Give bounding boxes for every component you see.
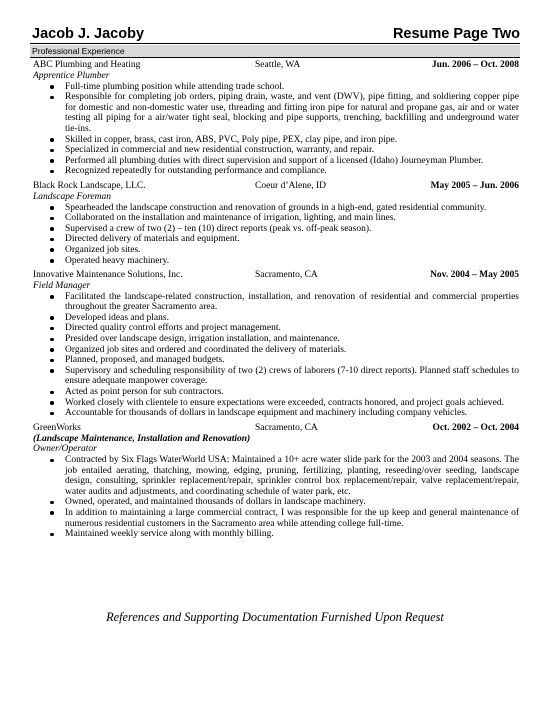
- job-role: Landscape Foreman: [33, 191, 112, 202]
- job-header-row: [33, 181, 519, 192]
- job-bullet: Skilled in copper, brass, cast iron, ABS, PVC, Poly pipe, PEX, clay pipe, and iron pipe.: [65, 135, 519, 146]
- job-entry: [33, 423, 519, 540]
- job-dates: May 2005 – Jun. 2006: [430, 180, 519, 191]
- job-role: Field Manager: [33, 281, 91, 292]
- job-bullet: Recognized repeatedly for outstanding performance and compliance.: [65, 166, 519, 177]
- job-company: Black Rock Landscape, LLC.: [33, 180, 146, 191]
- candidate-name: Jacob J. Jacoby: [32, 26, 145, 42]
- job-bullet: Facilitated the landscape-related construction, installation, and renovation of residential and commercial properties throughout the greater Sacramento area.: [65, 291, 519, 313]
- job-company: GreenWorks: [33, 422, 81, 433]
- job-bullet: Directed quality control efforts and project management.: [65, 323, 519, 334]
- job-entry: [33, 181, 519, 266]
- job-bullet: Collaborated on the installation and maintenance of irrigation, lighting, and main lines.: [65, 213, 519, 224]
- job-bullet: Planned, proposed, and managed budgets.: [65, 355, 519, 366]
- job-bullet: Maintained weekly service along with monthly billing.: [65, 529, 519, 540]
- job-dates: Nov. 2004 – May 2005: [430, 270, 519, 281]
- job-bullets: [33, 203, 519, 267]
- job-dates: Oct. 2002 – Oct. 2004: [432, 422, 519, 433]
- job-location: Sacramento, CA: [255, 270, 318, 281]
- job-bullets: [33, 82, 519, 177]
- job-bullet: Spearheaded the landscape construction and renovation of grounds in a high-end, gated residential community.: [65, 203, 519, 214]
- job-bullet: Specialized in commercial and new residential construction, warranty, and repair.: [65, 145, 519, 156]
- job-header-row: [33, 423, 519, 434]
- job-company: Innovative Maintenance Solutions, Inc.: [33, 270, 183, 281]
- job-entry: [33, 60, 519, 177]
- job-bullet: Full-time plumbing position while attending trade school.: [65, 82, 519, 93]
- job-entry: [33, 270, 519, 419]
- job-bullet: Presided over landscape design, irrigation installation, and maintenance.: [65, 334, 519, 345]
- job-bullet: Supervised a crew of two (2) – ten (10) direct reports (peak vs. off-peak season).: [65, 224, 519, 235]
- job-dates: Jun. 2006 – Oct. 2008: [431, 60, 519, 70]
- job-bullet: Supervisory and scheduling responsibility of two (2) crews of laborers (7-10 direct reports). Planned staff schedules to ensure adequate manpower coverage.: [65, 365, 519, 387]
- job-company: ABC Plumbing and Heating: [33, 60, 141, 70]
- job-bullet: Operated heavy machinery.: [65, 256, 519, 267]
- job-bullet: Worked closely with clientele to ensure expectations were exceeded, contracts honored, and project goals achieved.: [65, 398, 519, 409]
- job-bullet: Acted as point person for sub contractors.: [65, 387, 519, 398]
- job-bullet: In addition to maintaining a large commercial contract, I was responsible for the up keep and general maintenance of numerous residential customers in the Sacramento area while attending college full-time.: [65, 507, 519, 529]
- references-note: References and Supporting Documentation Furnished Upon Request: [106, 610, 444, 624]
- job-location: Coeur d’Alene, ID: [255, 180, 326, 191]
- job-bullet: Accountable for thousands of dollars in landscape equipment and machinery including company vehicles.: [65, 408, 519, 419]
- page-label: Resume Page Two: [392, 26, 520, 42]
- job-role: Apprentice Plumber: [33, 71, 110, 81]
- job-bullet: Performed all plumbing duties with direct supervision and support of a licensed (Idaho) Journeyman Plumber.: [65, 156, 519, 167]
- job-bullet: Responsible for completing job orders, piping drain, waste, and vent (DWV), pipe fitting, and soldiering copper pipe for domestic and non-domestic water use, threading and fitting iron pipe for natural and propane gas, air and or water testing all piping for a air/water tight seal, blocking and pipe supports, trenching, backfilling and underground water tie-ins.: [65, 92, 519, 134]
- job-location: Seattle, WA: [255, 60, 301, 70]
- job-bullets: [33, 455, 519, 540]
- job-bullet: Developed ideas and plans.: [65, 313, 519, 324]
- job-role: Owner/Operator: [33, 444, 97, 455]
- job-location: Sacramento, CA: [255, 422, 318, 433]
- experience-list: [33, 60, 519, 540]
- job-subrole: (Landscape Maintenance, Installation and Renovation): [33, 433, 251, 444]
- job-bullet: Owned, operated, and maintained thousands of dollars in landscape machinery.: [65, 497, 519, 508]
- section-heading: Professional Experience: [30, 45, 520, 58]
- job-bullet: Organized job sites and ordered and coordinated the delivery of materials.: [65, 345, 519, 356]
- header-rule: [30, 43, 520, 44]
- job-header-row: [33, 60, 519, 71]
- job-header-row: [33, 270, 519, 281]
- job-bullet: Contracted by Six Flags WaterWorld USA: Maintained a 10+ acre water slide park for the 2003 and 2004 seasons. The job entailed aerating, thatching, mowing, edging, pruning, fertilizing, planting, reseeding/over seeding, landscape design, consulting, sprinkler replacement/repair, sprinkler control box replacement/repair, valve replacement/repair, water audits and adjustments, and coordinating schedule of water park, etc.: [65, 455, 519, 497]
- job-bullet: Organized job sites.: [65, 245, 519, 256]
- job-bullets: [33, 292, 519, 419]
- job-bullet: Directed delivery of materials and equipment.: [65, 234, 519, 245]
